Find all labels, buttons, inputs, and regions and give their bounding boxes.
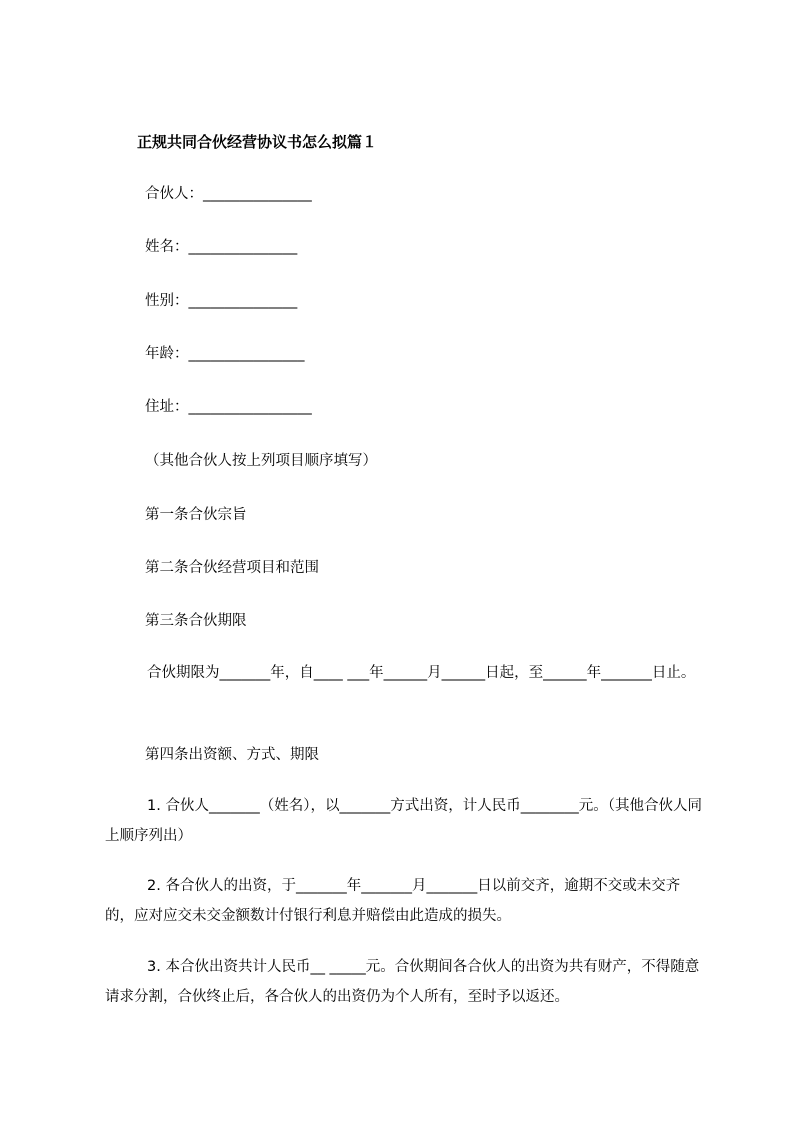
name-field: 姓名：_______________ [145,239,298,255]
article-3-paragraph: 合伙期限为_______年，自____ ___年______月______日起，至______年_______日止。 [147,665,696,681]
article-4-item-1: 1. 合伙人_______（姓名），以_______方式出资，计人民币________元。（其他合伙人同上顺序列出） [105,798,702,844]
article-4-item-3: 3. 本合伙出资共计人民币__ _____元。合伙期间各合伙人的出资为共有财产，不得随意请求分割，合伙终止后，各合伙人的出资仍为个人所有，至时予以返还。 [105,959,700,1005]
document-title: 正规共同合伙经营协议书怎么拟篇１ [137,133,378,151]
article-4-heading: 第四条出资额、方式、期限 [145,747,319,763]
article-3-heading: 第三条合伙期限 [145,613,247,629]
fill-note: （其他合伙人按上列项目顺序填写） [145,453,377,469]
age-field: 年龄：________________ [145,346,305,362]
gender-field: 性别：_______________ [145,293,298,309]
address-field: 住址：_________________ [145,399,312,415]
partner-field: 合伙人：_______________ [145,186,312,202]
article-2-heading: 第二条合伙经营项目和范围 [145,560,319,576]
article-4-item-2: 2. 各合伙人的出资，于_______年_______月_______日以前交齐，逾期不交或未交齐的，应对应交未交金额数计付银行利息并赔偿由此造成的损失。 [105,878,681,924]
article-1-heading: 第一条合伙宗旨 [145,507,247,523]
